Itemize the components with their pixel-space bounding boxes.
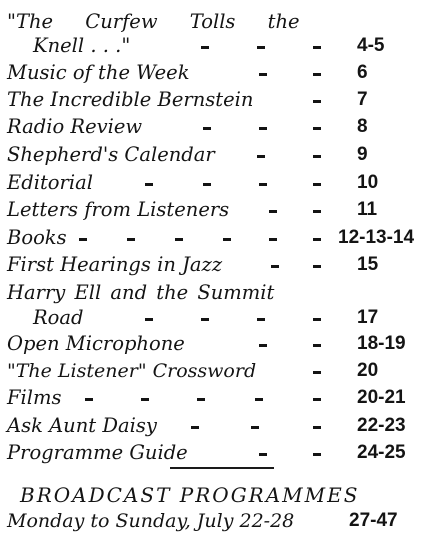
entry-pages: 11 xyxy=(357,199,378,220)
broadcast-programmes-pages: 27-47 xyxy=(349,510,398,531)
leader-dash xyxy=(79,238,87,241)
entry-title: Radio Review xyxy=(7,115,143,138)
leader-dash xyxy=(269,210,277,213)
entry-pages: 6 xyxy=(357,62,368,83)
leader-dash xyxy=(259,73,267,76)
toc-entry xyxy=(7,198,402,222)
leader-dash xyxy=(313,127,321,130)
entry-title: "The Listener" Crossword xyxy=(7,360,257,382)
entry-title: Editorial xyxy=(7,171,93,194)
leader-dash xyxy=(313,183,321,186)
leader-dash xyxy=(313,398,321,401)
toc-entry xyxy=(7,441,406,465)
leader-dash xyxy=(313,238,321,241)
leader-dash xyxy=(313,46,321,49)
entry-pages: 15 xyxy=(357,254,379,275)
entry-pages: 12-13-14 xyxy=(338,227,415,248)
entry-title: Music of the Week xyxy=(7,61,190,84)
leader-dash xyxy=(313,318,321,321)
entry-title: Programme Guide xyxy=(7,441,188,464)
leader-dash xyxy=(251,426,259,429)
entry-title: Books xyxy=(7,226,67,249)
entry-title: Shepherd's Calendar xyxy=(7,143,215,166)
leader-dash xyxy=(191,426,199,429)
entry-title: Films xyxy=(7,386,62,409)
toc-entry-continued xyxy=(7,34,402,58)
leader-dash xyxy=(257,46,265,49)
toc-entry xyxy=(7,143,402,167)
toc-entry xyxy=(7,359,402,383)
leader-dash xyxy=(313,344,321,347)
leader-dash xyxy=(271,265,279,268)
leader-dash xyxy=(201,46,209,49)
leader-dash xyxy=(257,318,265,321)
leader-dash xyxy=(259,183,267,186)
leader-dash xyxy=(313,371,321,374)
entry-title-continued: Knell . . ." xyxy=(33,34,131,57)
toc-entry xyxy=(7,61,402,85)
toc-entry xyxy=(7,115,402,139)
toc-entry xyxy=(7,281,402,305)
broadcast-programmes-heading: BROADCAST PROGRAMMES xyxy=(20,483,360,507)
entry-pages: 7 xyxy=(357,89,368,110)
leader-dash xyxy=(269,238,277,241)
entry-title: The Incredible Bernstein xyxy=(7,88,254,111)
entry-pages: 22-23 xyxy=(357,415,406,436)
leader-dash xyxy=(259,127,267,130)
leader-dash xyxy=(255,398,263,401)
leader-dash xyxy=(197,398,205,401)
entry-title: Harry Ell and the Summit xyxy=(7,281,275,304)
entry-pages: 17 xyxy=(357,307,379,328)
entry-title: "The Curfew Tolls the xyxy=(7,10,300,33)
toc-entry xyxy=(7,226,415,250)
leader-dash xyxy=(203,127,211,130)
leader-dash xyxy=(141,398,149,401)
leader-dash xyxy=(127,238,135,241)
leader-dash xyxy=(313,426,321,429)
leader-dash xyxy=(313,100,321,103)
leader-dash xyxy=(313,73,321,76)
leader-dash xyxy=(223,238,231,241)
leader-dash xyxy=(145,318,153,321)
entry-pages: 24-25 xyxy=(357,442,406,463)
entry-title-continued: Road xyxy=(33,306,84,329)
toc-entry xyxy=(7,332,406,356)
section-divider xyxy=(170,467,274,469)
broadcast-programmes-dates: Monday to Sunday, July 22-28 xyxy=(7,510,295,532)
toc-entry xyxy=(7,10,402,34)
leader-dash xyxy=(175,238,183,241)
leader-dash xyxy=(257,155,265,158)
entry-title: Ask Aunt Daisy xyxy=(7,414,157,437)
toc-entry xyxy=(7,88,402,112)
leader-dash xyxy=(145,183,153,186)
entry-title: Open Microphone xyxy=(7,332,185,355)
entry-pages: 4-5 xyxy=(357,35,385,56)
toc-entry xyxy=(7,171,402,195)
entry-title: Letters from Listeners xyxy=(7,198,230,221)
toc-entry xyxy=(7,386,406,410)
leader-dash xyxy=(203,183,211,186)
leader-dash xyxy=(313,265,321,268)
entry-pages: 10 xyxy=(357,172,379,193)
leader-dash xyxy=(313,210,321,213)
entry-pages: 8 xyxy=(357,116,368,137)
leader-dash xyxy=(201,318,209,321)
leader-dash xyxy=(259,453,267,456)
leader-dash xyxy=(313,453,321,456)
toc-entry-continued xyxy=(7,306,402,330)
toc-entry xyxy=(7,414,406,438)
entry-pages: 18-19 xyxy=(357,333,406,354)
entry-pages: 20-21 xyxy=(357,387,406,408)
entry-title: First Hearings in Jazz xyxy=(7,253,223,276)
leader-dash xyxy=(259,344,267,347)
toc-entry xyxy=(7,253,402,277)
leader-dash xyxy=(313,155,321,158)
entry-pages: 20 xyxy=(357,360,379,381)
entry-pages: 9 xyxy=(357,144,368,165)
leader-dash xyxy=(85,398,93,401)
